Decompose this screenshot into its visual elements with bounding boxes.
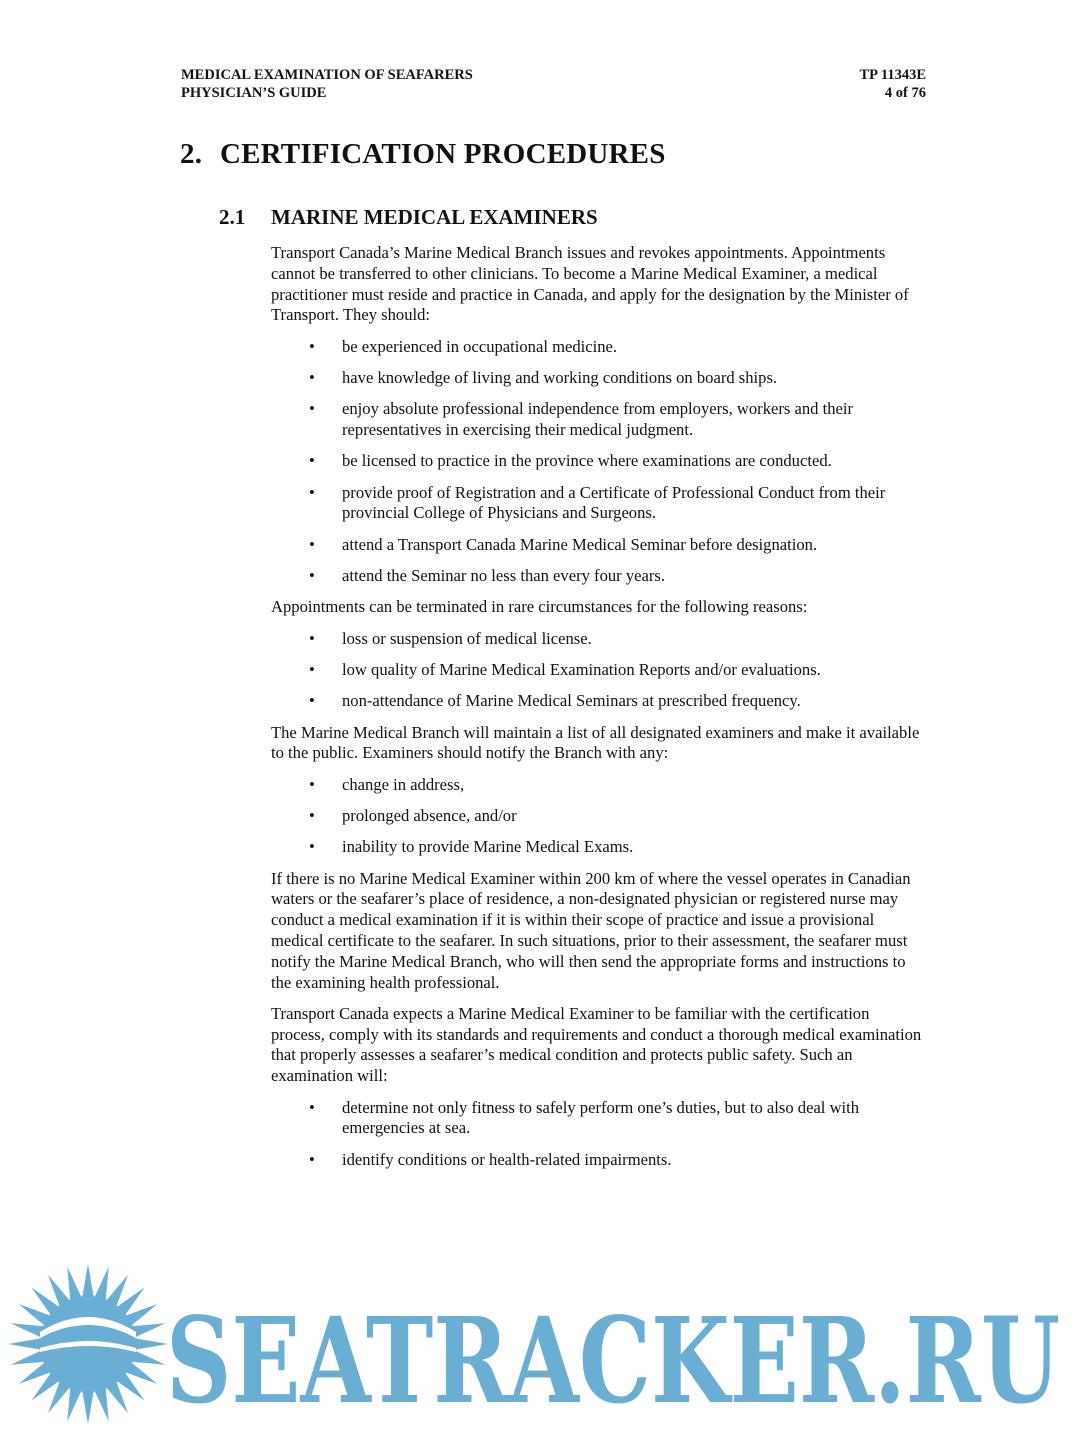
- subsection-title: MARINE MEDICAL EXAMINERS: [271, 205, 598, 229]
- section-heading: [180, 138, 666, 171]
- list-item: • inability to provide Marine Medical Exams.: [309, 837, 634, 857]
- page-header: [181, 66, 926, 102]
- bullet: •: [309, 451, 315, 471]
- requirements-list: [271, 337, 926, 587]
- list-item: • change in address,: [309, 774, 465, 794]
- subsection-number: 2.1: [219, 205, 246, 229]
- bullet: •: [309, 628, 315, 648]
- body-content: [271, 243, 926, 1181]
- list-item: • low quality of Marine Medical Examination Reports and/or evaluations.: [309, 659, 821, 679]
- bullet: •: [309, 367, 315, 387]
- termination-reasons-list: [271, 629, 926, 712]
- list-item: • non-attendance of Marine Medical Seminars at prescribed frequency.: [309, 691, 801, 711]
- subsection-heading: [219, 205, 598, 230]
- bullet: •: [309, 399, 315, 419]
- section-number: 2.: [180, 138, 203, 170]
- list-item: • have knowledge of living and working conditions on board ships.: [309, 367, 778, 387]
- list-item: • loss or suspension of medical license.: [309, 628, 592, 648]
- bullet: •: [309, 482, 315, 502]
- list-item: • enjoy absolute professional independence from employers, workers and their representatives in exercising their medical judgment.: [309, 399, 854, 440]
- header-document-code: TP 11343E: [859, 67, 926, 83]
- bullet: •: [309, 774, 315, 794]
- notification-list: [271, 775, 926, 858]
- bullet: •: [309, 659, 315, 679]
- header-document-subtitle: PHYSICIAN’S GUIDE: [181, 85, 327, 101]
- bullet: •: [309, 837, 315, 857]
- sun-burst-icon: [8, 1264, 168, 1424]
- paragraph: The Marine Medical Branch will maintain a list of all designated examiners and make it available to the public. Examiners should notify the Branch with any:: [271, 722, 920, 763]
- list-item: • be licensed to practice in the province where examinations are conducted.: [309, 451, 832, 471]
- list-item: • attend a Transport Canada Marine Medical Seminar before designation.: [309, 534, 818, 554]
- list-item: • be experienced in occupational medicine.: [309, 336, 618, 356]
- list-item: • attend the Seminar no less than every four years.: [309, 566, 666, 586]
- watermark: [0, 1262, 1080, 1425]
- header-document-title: MEDICAL EXAMINATION OF SEAFARERS: [181, 67, 473, 83]
- bullet: •: [309, 1097, 315, 1117]
- bullet: •: [309, 566, 315, 586]
- section-title: CERTIFICATION PROCEDURES: [220, 138, 666, 170]
- paragraph: Transport Canada’s Marine Medical Branch issues and revokes appointments. Appointments cannot be transferred to other clinicians. To become a Marine Medical Examiner, a medical practitioner must reside and practice in Canada, and apply for the designation by the Minister of Transport. They should:: [271, 243, 909, 325]
- bullet: •: [309, 534, 315, 554]
- bullet: •: [309, 336, 315, 356]
- bullet: •: [309, 805, 315, 825]
- watermark-text: SEATRACKER.RU: [166, 1291, 1060, 1425]
- paragraph: Transport Canada expects a Marine Medical Examiner to be familiar with the certification process, comply with its standards and requirements and conduct a thorough medical examination that properly assesses a seafarer’s medical condition and protects public safety. Such an examination will:: [271, 1003, 922, 1086]
- bullet: •: [309, 691, 315, 711]
- list-item: • provide proof of Registration and a Certificate of Professional Conduct from their provincial College of Physicians and Surgeons.: [309, 482, 886, 523]
- header-page-number: 4 of 76: [884, 85, 926, 101]
- paragraph: If there is no Marine Medical Examiner within 200 km of where the vessel operates in Canadian waters or the seafarer’s place of residence, a non-designated physician or registered nurse may conduct a medical examination if it is within their scope of practice and issue a provisional medical certificate to the seafarer. In such situations, prior to their assessment, the seafarer must notify the Marine Medical Branch, who will then send the appropriate forms and instructions to the examining health professional.: [271, 868, 911, 992]
- examination-goals-list: [271, 1098, 926, 1171]
- watermark-graphic: [0, 1262, 1080, 1425]
- list-item: • identify conditions or health-related impairments.: [309, 1149, 672, 1169]
- bullet: •: [309, 1149, 315, 1169]
- list-item: • determine not only fitness to safely perform one’s duties, but to also deal with emergencies at sea.: [309, 1097, 860, 1138]
- list-item: • prolonged absence, and/or: [309, 805, 517, 825]
- paragraph: Appointments can be terminated in rare circumstances for the following reasons:: [271, 597, 808, 617]
